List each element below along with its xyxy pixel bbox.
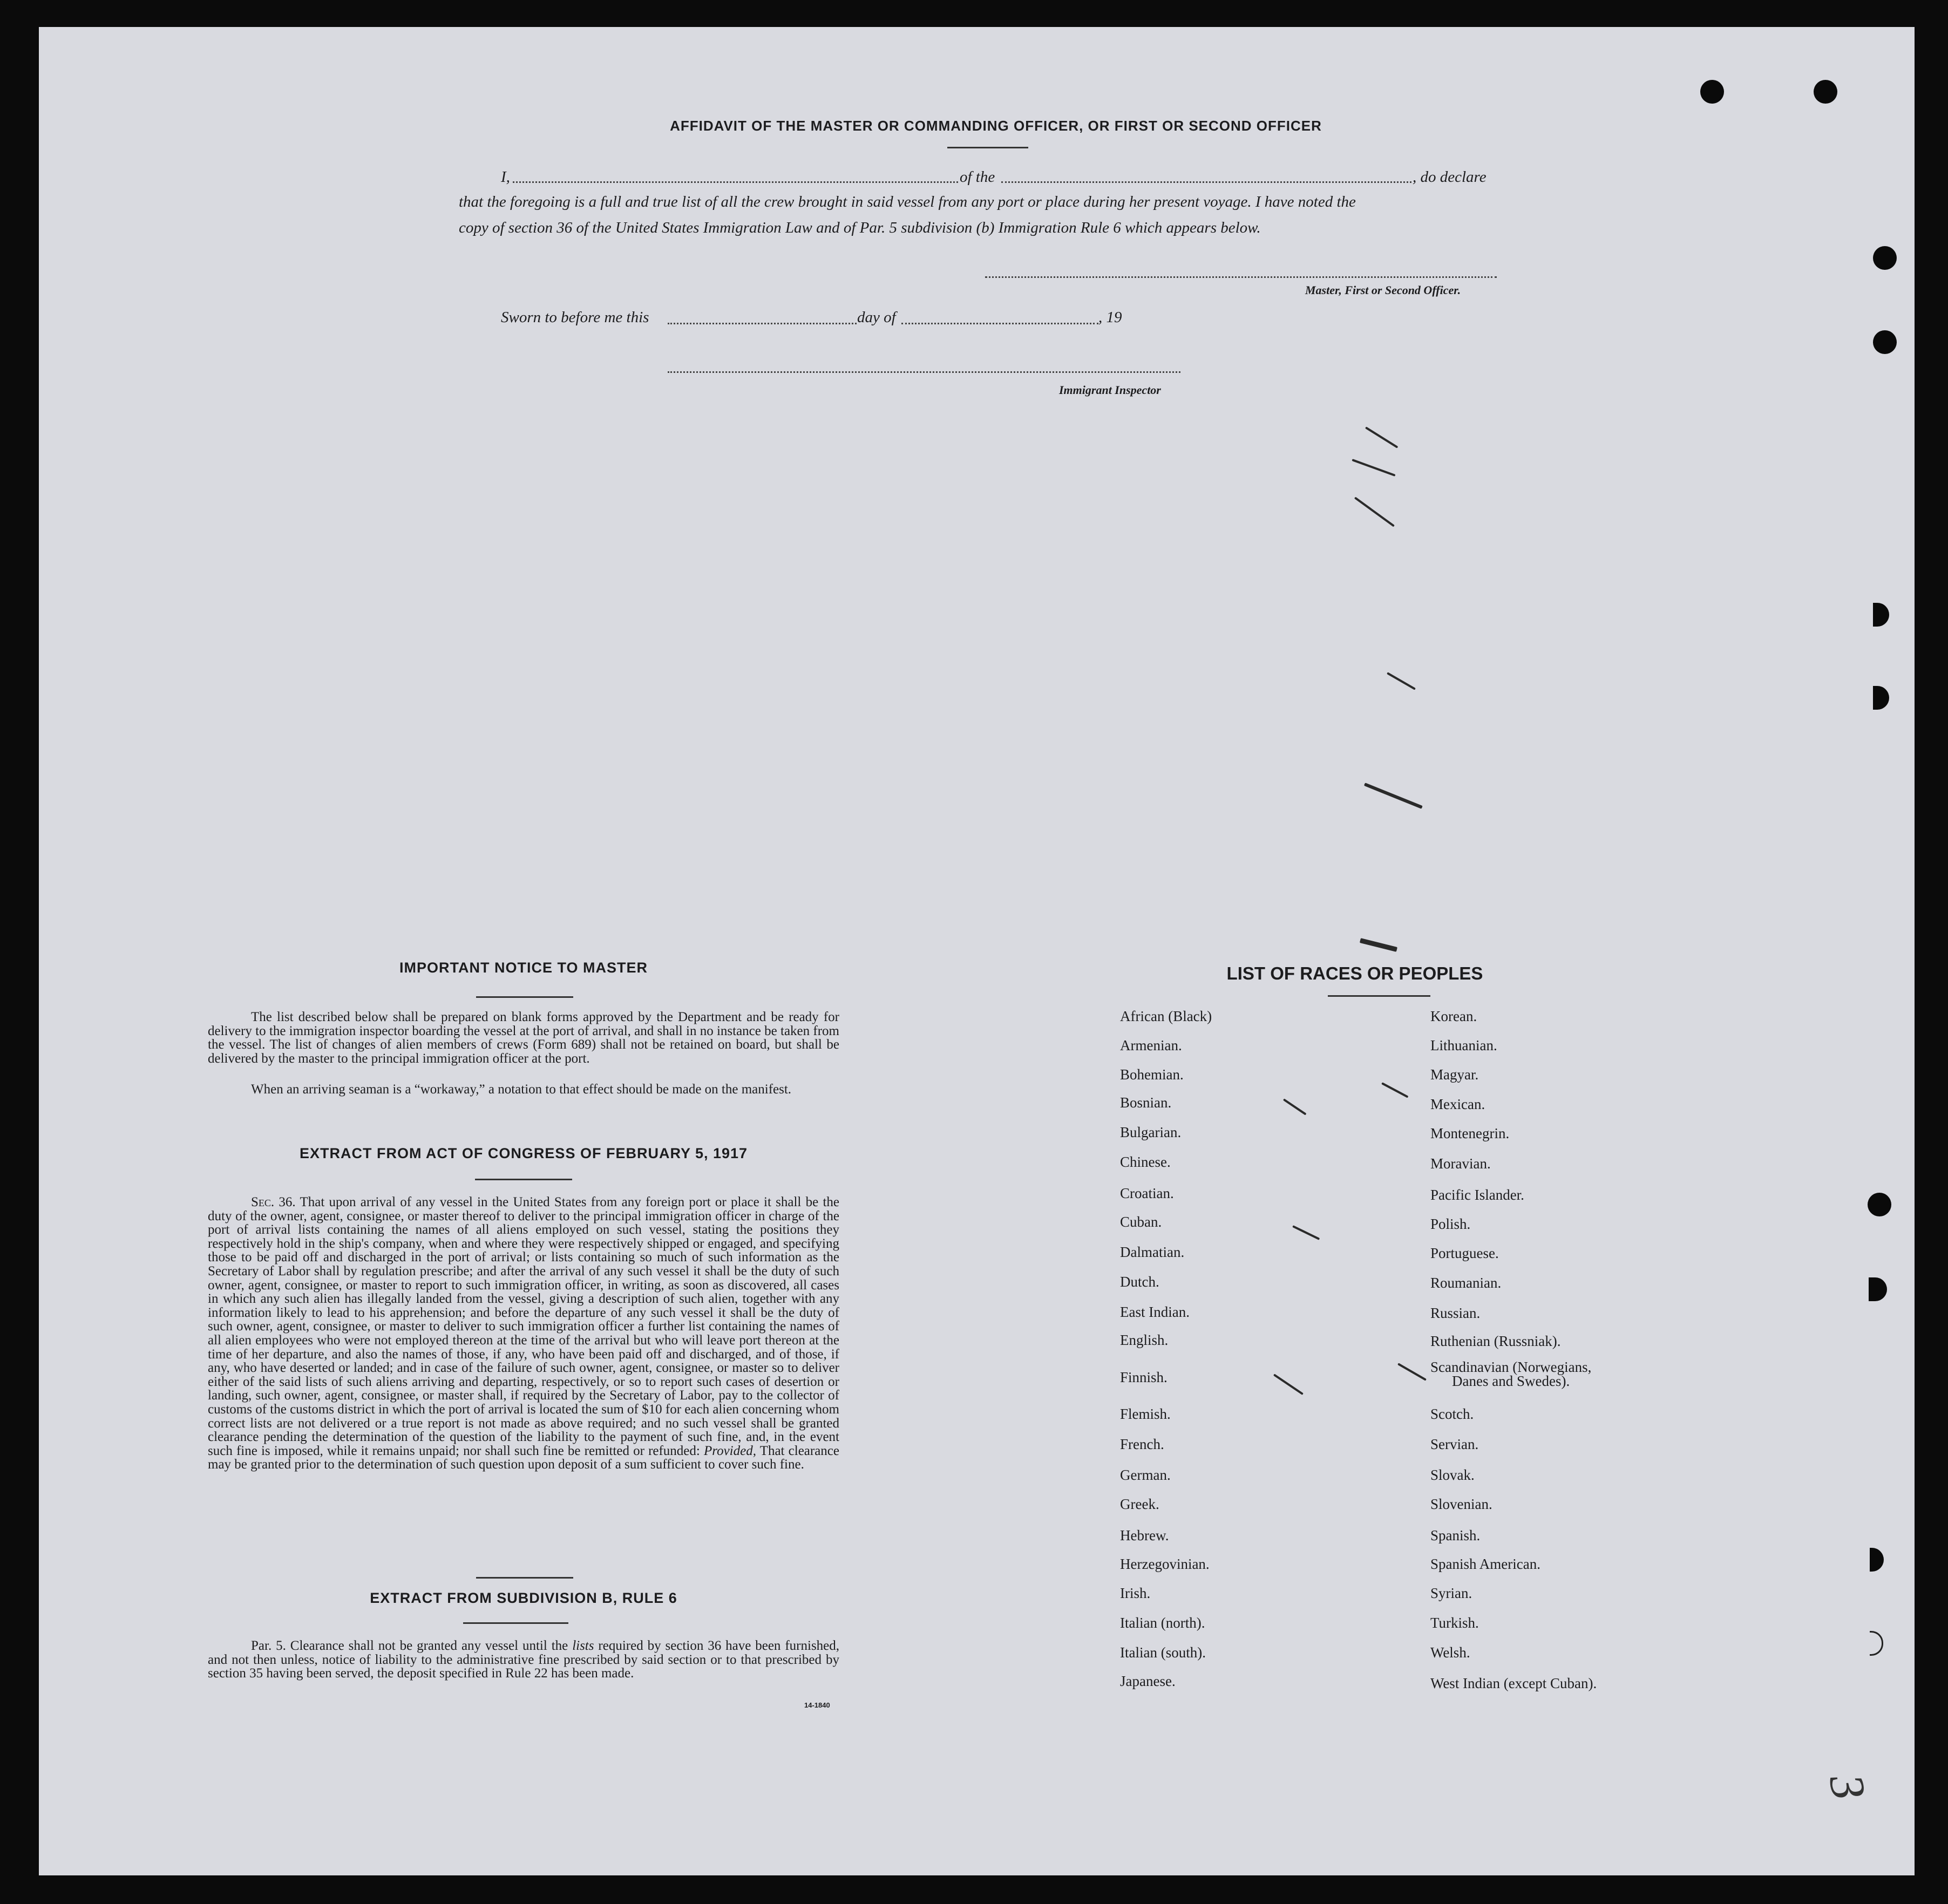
- affidavit-line2: that the foregoing is a full and true list of all the crew brought in said vessel from any port or place during her present voyage. I have noted the: [459, 193, 1356, 210]
- race-item: Servian.: [1430, 1436, 1479, 1452]
- affidavit-line3: copy of section 36 of the United States Immigration Law and of Par. 5 subdivision (b) Immigration Rule 6 which appears below.: [459, 219, 1261, 236]
- rule-lists-word: lists: [572, 1638, 594, 1653]
- race-item: Russian.: [1430, 1305, 1481, 1321]
- race-item: Mexican.: [1430, 1096, 1485, 1112]
- affidavit-line1-i: I,: [501, 168, 510, 186]
- rule-paragraph: [208, 1639, 839, 1681]
- notice-paragraph-2: [208, 1083, 839, 1097]
- act-title: EXTRACT FROM ACT OF CONGRESS OF FEBRUARY 5, 1917: [299, 1145, 748, 1161]
- race-item: Lithuanian.: [1430, 1037, 1497, 1053]
- race-item: Dalmatian.: [1120, 1244, 1185, 1260]
- race-item: Greek.: [1120, 1496, 1159, 1512]
- race-item: Pacific Islander.: [1430, 1187, 1524, 1203]
- race-item: Bosnian.: [1120, 1094, 1172, 1111]
- race-item: Cuban.: [1120, 1214, 1162, 1230]
- act-underline: [475, 1179, 572, 1180]
- race-item: Scandinavian (Norwegians,: [1430, 1359, 1592, 1375]
- form-number: 14-1840: [804, 1701, 830, 1709]
- race-item: Irish.: [1120, 1585, 1151, 1601]
- binder-hole: [1873, 246, 1897, 270]
- race-item: Moravian.: [1430, 1155, 1491, 1172]
- act-sec-text: That upon arrival of any vessel in the United States from any foreign port or place it shall be the duty of the owner, agent, consignee, or master thereof to deliver to the principal immigration officer in charge of the port of arrival lists containing the names of all aliens employed on such vessel, stating the positions they respectively hold in the ship's company, when and where they were respectively shipped or engaged, and specifying those to be paid off and discharged in the port of arrival; or lists containing so much of such information as the Secretary of Labor shall by regulation prescribe; and after the arrival of any such vessel it shall be the duty of such owner, agent, consignee, or master to report to such immigration officer, in writing, as soon as discovered, all cases in which any such alien has illegally landed from the vessel, giving a description of such alien, together with any information likely to lead to his apprehension; and before the departure of any such vessel it shall be the duty of such owner, agent, consignee, or master to deliver to such immigration officer a further list containing the names of all alien employees who were not employed thereon at the time of the arrival but who will leave port thereon at the time of her departure, and also the names of those, if any, who have been paid off and discharged, and of those, if any, who have deserted or landed; and in case of the failure of such owner, agent, consignee, or master so to deliver either of the said lists of such aliens arriving and departing, respectively, or so to report such cases of desertion or landing, such owner, agent, consignee, or master shall, if required by the Secretary of Labor, pay to the collector of customs of the customs district in which the port of arrival is located the sum of $10 for each alien concerning whom correct lists are not delivered or a true report is not made as above required; and no such vessel shall be granted clearance pending the determination of the question of the liability to the payment of such fine, and, in the event such fine is imposed, while it remains unpaid; nor shall such fine be remitted or refunded:: [208, 1195, 839, 1458]
- race-item: English.: [1120, 1332, 1169, 1348]
- act-provided: Provided,: [704, 1443, 756, 1458]
- race-item: Chinese.: [1120, 1154, 1171, 1170]
- vessel-name-blank[interactable]: [1001, 181, 1411, 183]
- race-item: German.: [1120, 1467, 1171, 1483]
- race-item: Montenegrin.: [1430, 1125, 1510, 1141]
- race-item: Ruthenian (Russniak).: [1430, 1333, 1561, 1349]
- binder-hole: [1873, 330, 1897, 354]
- notice-paragraph-1: [208, 1010, 839, 1065]
- race-item: Bohemian.: [1120, 1066, 1184, 1083]
- race-item: Dutch.: [1120, 1274, 1159, 1290]
- race-item: Turkish.: [1430, 1615, 1479, 1631]
- races-title: LIST OF RACES OR PEOPLES: [1226, 963, 1483, 983]
- binder-hole: [1868, 1193, 1891, 1216]
- race-item: Slovak.: [1430, 1467, 1475, 1483]
- handwritten-page-mark: 3: [1818, 1770, 1876, 1804]
- rule-text-a: Par. 5. Clearance shall not be granted any vessel until the: [251, 1638, 568, 1653]
- race-item: Croatian.: [1120, 1185, 1174, 1201]
- inspector-label: Immigrant Inspector: [1059, 383, 1161, 397]
- race-item: Scotch.: [1430, 1406, 1474, 1422]
- notice-underline: [476, 996, 573, 998]
- affidavit-line1-of-the: of the: [960, 168, 995, 186]
- race-item: Roumanian.: [1430, 1275, 1502, 1291]
- sworn-text: Sworn to before me this: [501, 309, 649, 326]
- notice-p2-text: When an arriving seaman is a “workaway,” a notation to that effect should be made on the manifest.: [251, 1082, 792, 1097]
- binder-hole: [1814, 80, 1837, 104]
- title-underline: [947, 147, 1028, 148]
- race-item: Japanese.: [1120, 1673, 1176, 1689]
- race-item: Polish.: [1430, 1216, 1471, 1232]
- sworn-day-blank[interactable]: [668, 323, 857, 324]
- race-item: East Indian.: [1120, 1304, 1190, 1320]
- race-item: Armenian.: [1120, 1037, 1182, 1053]
- inspector-signature-line[interactable]: [668, 371, 1180, 373]
- master-signature-label: Master, First or Second Officer.: [1305, 283, 1461, 297]
- race-item: Hebrew.: [1120, 1527, 1169, 1543]
- year-text: , 19: [1098, 309, 1122, 326]
- race-item: West Indian (except Cuban).: [1430, 1675, 1597, 1691]
- race-item: Finnish.: [1120, 1369, 1168, 1385]
- act-tail: That clearance may be granted prior to the determination of such question upon deposit of a sum sufficient to cover such fine.: [208, 1443, 839, 1472]
- act-section-36: [208, 1195, 839, 1472]
- race-item: Portuguese.: [1430, 1245, 1499, 1261]
- race-item: African (Black): [1120, 1008, 1212, 1024]
- race-item: Magyar.: [1430, 1066, 1479, 1083]
- race-item: Flemish.: [1120, 1406, 1171, 1422]
- race-item: Korean.: [1430, 1008, 1477, 1024]
- race-item: Syrian.: [1430, 1585, 1472, 1601]
- master-signature-line[interactable]: [985, 276, 1497, 278]
- act-sec-label: Sec. 36.: [251, 1195, 296, 1209]
- rule-underline: [463, 1622, 568, 1624]
- affidavit-title: AFFIDAVIT OF THE MASTER OR COMMANDING OFFICER, OR FIRST OR SECOND OFFICER: [670, 118, 1322, 134]
- notice-title: IMPORTANT NOTICE TO MASTER: [399, 960, 648, 976]
- notice-p1-text: The list described below shall be prepared on blank forms approved by the Department and be ready for delivery to the immigration inspector boarding the vessel at the port of arrival, and shall in no instance be taken from the vessel. The list of changes of alien members of crews (Form 689) shall not be retained on board, but shall be delivered by the master to the principal immigration officer at the port.: [208, 1010, 839, 1066]
- race-item: Bulgarian.: [1120, 1124, 1182, 1140]
- rule-text-b: required by section 36 have been furnished, and not then unless, notice of liability to the administrative fine prescribed by said section or to that prescribed by section 35 having been served, the deposit specified in Rule 22 has been made.: [208, 1638, 840, 1681]
- race-item: Italian (south).: [1120, 1644, 1206, 1661]
- race-item: Spanish.: [1430, 1527, 1481, 1543]
- affidavit-line1-declare: , do declare: [1413, 168, 1487, 186]
- sworn-month-blank[interactable]: [901, 323, 1098, 324]
- race-item: French.: [1120, 1436, 1164, 1452]
- race-item: Italian (north).: [1120, 1615, 1205, 1631]
- master-name-blank[interactable]: [513, 181, 958, 183]
- race-item: Herzegovinian.: [1120, 1556, 1210, 1572]
- races-underline: [1328, 995, 1430, 997]
- race-scandinavian-line2: Danes and Swedes).: [1452, 1373, 1570, 1389]
- race-item: Slovenian.: [1430, 1496, 1492, 1512]
- day-of-text: day of: [857, 309, 896, 326]
- act-end-rule: [476, 1577, 573, 1579]
- binder-hole: [1700, 80, 1724, 104]
- race-item: Welsh.: [1430, 1644, 1470, 1661]
- race-item: Spanish American.: [1430, 1556, 1540, 1572]
- rule-title: EXTRACT FROM SUBDIVISION B, RULE 6: [370, 1590, 677, 1606]
